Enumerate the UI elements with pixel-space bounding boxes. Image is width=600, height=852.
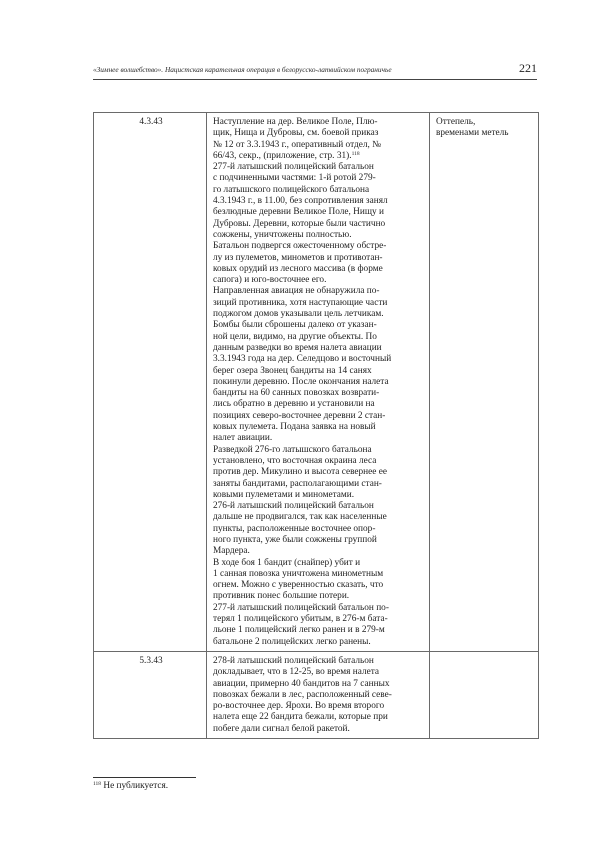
event-line-text: ковыми пулеметами и минометами. <box>213 489 355 500</box>
event-line <box>213 264 425 275</box>
event-line <box>213 399 425 410</box>
event-line-text: щик, Нища и Дубровы, см. боевой приказ <box>213 128 379 139</box>
event-line-text: Разведкой 276-го латышского батальона <box>213 444 372 455</box>
event-line <box>213 411 425 422</box>
weather-cell <box>430 651 539 738</box>
event-line-text: дальше не продвигался, так как населенные <box>213 512 387 523</box>
event-line <box>213 456 425 467</box>
event-line <box>213 253 425 264</box>
war-diary-table <box>93 112 539 739</box>
event-line-text: пункты, расположенные восточнее опор- <box>213 523 376 534</box>
event-line-text: налета еще 22 бандита бежали, которые при <box>213 712 388 723</box>
event-line-text: противник понес большие потери. <box>213 591 350 602</box>
event-line-text: Батальон подвергся ожесточенному обстре- <box>213 241 387 252</box>
event-line <box>213 591 425 602</box>
event-line <box>213 656 425 667</box>
event-line-text: Дубровы. Деревни, которые были частично <box>213 218 386 229</box>
footnote-reference: 118 <box>351 150 360 157</box>
event-line <box>213 614 425 625</box>
footnote <box>93 781 168 791</box>
event-line <box>213 467 425 478</box>
event-line-text: берег озера Звонец бандиты на 14 санях <box>213 365 372 376</box>
event-line <box>213 140 425 151</box>
weather-line: временами метель <box>436 128 509 139</box>
event-line <box>213 173 425 184</box>
event-line-text: Наступление на дер. Великое Поле, Плю- <box>213 117 378 127</box>
event-line-text: терял 1 полицейского убитым, в 276-м бата- <box>213 614 388 625</box>
event-line <box>213 388 425 399</box>
event-line <box>213 275 425 286</box>
weather-line: Оттепель, <box>436 117 476 127</box>
event-line <box>213 679 425 690</box>
event-line <box>213 422 425 433</box>
date-cell: 4.3.43 <box>94 113 207 652</box>
event-line-text: авиации, примерно 40 бандитов на 7 санных <box>213 678 390 689</box>
running-title: «Зимнее волшебство». Нацистская карательная операция в белорусско-латвийском пограничье <box>93 65 392 74</box>
events-cell <box>207 651 430 738</box>
event-line-text: налет авиации. <box>213 433 273 444</box>
event-line-text: повозках бежали в лес, расположенный севе- <box>213 689 392 700</box>
event-line-text: 4.3.1943 г., в 11.00, без сопротивления занял <box>213 196 388 207</box>
event-line <box>213 320 425 331</box>
event-line-text: сапога) и юго-восточнее его. <box>213 275 327 286</box>
event-line <box>213 286 425 297</box>
events-cell <box>207 113 430 652</box>
running-header <box>93 61 537 80</box>
event-line <box>213 354 425 365</box>
event-line <box>213 690 425 701</box>
event-line <box>213 546 425 557</box>
footnote-text: Не публикуется. <box>103 781 169 791</box>
event-line-text: 1 санная повозка уничтожена минометным <box>213 568 384 579</box>
event-line-text: льоне 1 полицейский легко ранен и в 279-м <box>213 625 385 636</box>
event-line-text: ного пункта, уже были сожжены группой <box>213 534 377 545</box>
date-cell: 5.3.43 <box>94 651 207 738</box>
event-line-text: заняты бандитами, располагающими стан- <box>213 478 382 489</box>
event-line-text: данным разведки во время налета авиации <box>213 342 382 353</box>
event-line <box>213 162 425 173</box>
event-line-text: В ходе боя 1 бандит (снайпер) убит и <box>213 557 361 568</box>
event-line-text: 278-й латышский полицейский батальон <box>213 655 374 666</box>
event-line-text: с подчиненными частями: 1-й ротой 279- <box>213 173 376 184</box>
event-line <box>213 445 425 456</box>
event-line-text: бандиты на 60 санных повозках возврати- <box>213 388 380 399</box>
event-line <box>213 569 425 580</box>
event-line <box>213 479 425 490</box>
event-line <box>213 535 425 546</box>
event-line <box>213 637 425 648</box>
event-line-text: Бомбы были сброшены далеко от указан- <box>213 320 377 331</box>
event-line <box>213 603 425 614</box>
event-line-text: ной цели, видимо, на другие объекты. По <box>213 331 377 342</box>
event-line <box>213 366 425 377</box>
table-row <box>94 651 539 738</box>
footnote-rule <box>93 777 196 778</box>
event-line-text: го латышского полицейского батальона <box>213 184 370 195</box>
event-line-text: побеге дали сигнал белой ракетой. <box>213 723 350 734</box>
event-line <box>213 185 425 196</box>
event-line-text: 277-й латышский полицейский батальон по- <box>213 602 389 613</box>
event-line <box>213 580 425 591</box>
event-line-text: Мардера. <box>213 546 250 557</box>
event-line <box>213 512 425 523</box>
event-line-text: № 12 от 3.3.1943 г., оперативный отдел, № <box>213 139 382 150</box>
event-line <box>213 128 425 139</box>
event-line-text: покинули деревню. После окончания налета <box>213 376 389 387</box>
event-line <box>213 701 425 712</box>
event-line <box>213 524 425 535</box>
event-line <box>213 343 425 354</box>
table-row <box>94 113 539 652</box>
event-line <box>213 196 425 207</box>
event-line-text: 66/43, секр., (приложение, стр. 31). <box>213 150 352 161</box>
event-line <box>213 117 425 128</box>
event-line <box>213 309 425 320</box>
event-line-text: огнем. Можно с уверенностью сказать, что <box>213 580 384 591</box>
event-line-text: докладывает, что в 12-25, во время налета <box>213 667 380 678</box>
event-line-text: ковых орудий из лесного массива (в форме <box>213 263 383 274</box>
event-line <box>213 377 425 388</box>
event-line-text: лу из пулеметов, минометов и противотан- <box>213 252 383 263</box>
event-line-text: сожжены, уничтожены полностью. <box>213 229 352 240</box>
footnote-number: 118 <box>93 781 102 787</box>
event-line-text: ковых пулемета. Подана заявка на новый <box>213 422 376 433</box>
event-line-text: Направленная авиация не обнаружила по- <box>213 286 380 297</box>
event-line <box>213 558 425 569</box>
event-line <box>213 501 425 512</box>
event-line <box>213 241 425 252</box>
event-line-text: 277-й латышский полицейский батальон <box>213 162 374 173</box>
event-line-text: зиций противника, хотя наступающие части <box>213 297 388 308</box>
event-line <box>213 219 425 230</box>
event-line <box>213 724 425 735</box>
event-line-text: 276-й латышский полицейский батальон <box>213 501 374 512</box>
event-line-text: безлюдные деревни Великое Поле, Нищу и <box>213 207 384 218</box>
event-line-text: установлено, что восточная окраина леса <box>213 455 377 466</box>
event-line <box>213 230 425 241</box>
event-line <box>213 207 425 218</box>
event-line <box>213 712 425 723</box>
event-line <box>213 667 425 678</box>
event-line <box>213 332 425 343</box>
event-line-text: поджогом домов указывали цель летчикам. <box>213 309 384 320</box>
event-line-text: позициях северо-восточнее деревни 2 стан- <box>213 410 386 421</box>
event-line-text: лись обратно в деревню и установили на <box>213 399 375 410</box>
event-line-text: против дер. Микулино и высота севернее ее <box>213 467 387 478</box>
event-line <box>213 298 425 309</box>
page-number: 221 <box>519 61 537 75</box>
event-line <box>213 625 425 636</box>
event-line-text: ро-восточнее дер. Ярохи. Во время второго <box>213 701 385 712</box>
event-line-text: батальоне 2 полицейских легко ранены. <box>213 636 371 647</box>
event-line <box>213 151 425 162</box>
weather-cell <box>430 113 539 652</box>
event-line <box>213 490 425 501</box>
event-line <box>213 433 425 444</box>
event-line-text: 3.3.1943 года на дер. Селедцово и восточный <box>213 354 392 365</box>
